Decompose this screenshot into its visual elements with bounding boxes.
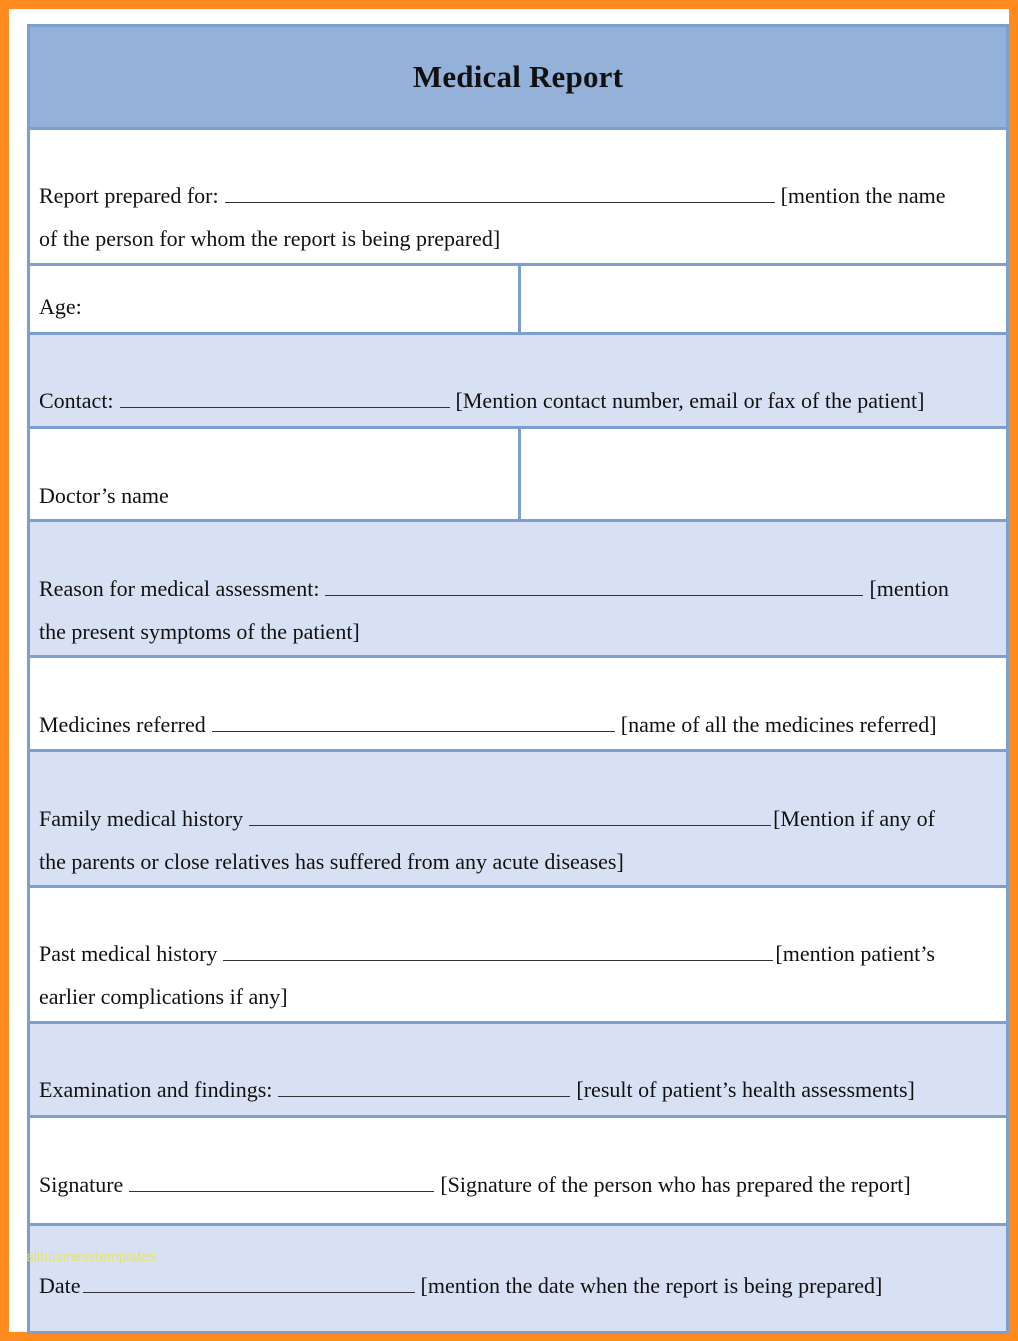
examination-hint: [result of patient’s health assessments]	[576, 1077, 915, 1102]
reason-label: Reason for medical assessment:	[39, 576, 320, 601]
medical-report-form	[27, 24, 1009, 1334]
family-history-label: Family medical history	[39, 806, 244, 831]
page-frame	[9, 9, 1009, 1332]
reason-hint: [mention	[869, 576, 949, 601]
row-age	[30, 266, 1006, 335]
signature-hint: [Signature of the person who has prepared the report]	[440, 1172, 911, 1197]
past-history-label: Past medical history	[39, 941, 218, 966]
reason-field[interactable]	[325, 579, 863, 596]
row-doctor-name	[30, 429, 1006, 522]
report-prepared-for-hint-line2: of the person for whom the report is being prepared]	[39, 226, 501, 251]
medicines-field[interactable]	[212, 715, 615, 732]
row-medicines	[30, 658, 1006, 752]
medicines-hint: [name of all the medicines referred]	[620, 712, 937, 737]
past-history-hint-line2: earlier complications if any]	[39, 984, 288, 1009]
row-date	[30, 1226, 1006, 1331]
family-history-hint: [Mention if any of	[773, 806, 935, 831]
row-past-history	[30, 888, 1006, 1024]
report-prepared-for-line	[39, 185, 994, 207]
contact-hint: [Mention contact number, email or fax of the patient]	[455, 388, 925, 413]
age-label: Age:	[39, 294, 82, 319]
medicines-line	[39, 714, 994, 736]
reason-hint-line2: the present symptoms of the patient]	[39, 619, 360, 644]
examination-line	[39, 1079, 994, 1101]
watermark: allbusinesstemplates	[26, 1248, 156, 1264]
family-history-hint-line2: the parents or close relatives has suffered from any acute diseases]	[39, 849, 624, 874]
examination-label: Examination and findings:	[39, 1077, 273, 1102]
doctor-name-label: Doctor’s name	[39, 483, 169, 508]
signature-field[interactable]	[129, 1175, 434, 1192]
family-history-field[interactable]	[249, 809, 771, 826]
row-reason	[30, 522, 1006, 658]
contact-label: Contact:	[39, 388, 114, 413]
row-examination	[30, 1024, 1006, 1118]
date-line	[39, 1275, 994, 1297]
row-contact	[30, 335, 1006, 429]
doctor-name-field[interactable]	[521, 429, 1006, 519]
examination-field[interactable]	[278, 1080, 570, 1097]
date-label: Date	[39, 1273, 81, 1298]
family-history-line	[39, 808, 994, 830]
report-prepared-for-field[interactable]	[225, 186, 775, 203]
report-prepared-for-label: Report prepared for:	[39, 183, 219, 208]
date-field[interactable]	[83, 1276, 415, 1293]
title-bar	[30, 24, 1006, 130]
row-signature	[30, 1118, 1006, 1226]
date-hint: [mention the date when the report is being prepared]	[420, 1273, 883, 1298]
report-prepared-for-hint: [mention the name	[780, 183, 946, 208]
medicines-label: Medicines referred	[39, 712, 206, 737]
past-history-line	[39, 943, 994, 965]
row-report-prepared-for	[30, 130, 1006, 266]
page-title: Medical Report	[412, 59, 624, 94]
contact-line	[39, 390, 994, 412]
past-history-field[interactable]	[223, 944, 773, 961]
signature-label: Signature	[39, 1172, 124, 1197]
past-history-hint: [mention patient’s	[775, 941, 935, 966]
reason-line	[39, 578, 994, 600]
age-field[interactable]	[521, 266, 1006, 332]
row-family-history	[30, 752, 1006, 888]
signature-line	[39, 1174, 994, 1196]
contact-field[interactable]	[120, 391, 450, 408]
